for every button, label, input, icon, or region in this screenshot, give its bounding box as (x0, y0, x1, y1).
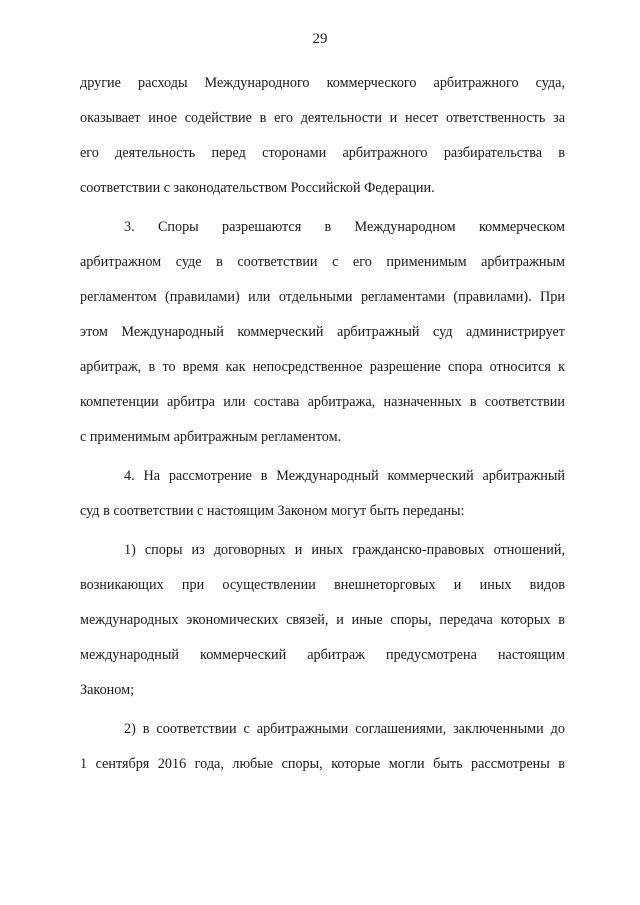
text-line: арбитражном суде в соответствии с его применимым арбитражным (80, 254, 565, 270)
text-line: 2) в соответствии с арбитражными соглашениями, заключенными до (124, 721, 565, 737)
text-line: компетенции арбитра или состава арбитража, назначенных в соответствии (80, 394, 565, 410)
text-line: с применимым арбитражным регламентом. (80, 429, 342, 445)
paragraph-4 (80, 459, 565, 529)
text-line: международный коммерческий арбитраж предусмотрена настоящим (80, 647, 565, 663)
document-body (80, 66, 565, 782)
page-number: 29 (312, 31, 328, 47)
text-line: 3. Споры разрешаются в Международном коммерческом (124, 219, 565, 235)
text-line: 1) споры из договорных и иных гражданско-правовых отношений, (124, 542, 565, 558)
text-line: суд в соответствии с настоящим Законом могут быть переданы: (80, 503, 465, 519)
paragraph-continuation (80, 66, 565, 206)
list-item-1 (80, 533, 565, 708)
text-line: Законом; (80, 682, 135, 698)
text-line: 4. На рассмотрение в Международный коммерческий арбитражный (124, 468, 565, 484)
text-line: арбитраж, в то время как непосредственное разрешение спора относится к (80, 359, 565, 375)
text-line: оказывает иное содействие в его деятельности и несет ответственность за (80, 110, 565, 126)
text-line: его деятельность перед сторонами арбитражного разбирательства в (80, 145, 565, 161)
text-line: соответствии с законодательством Российской Федерации. (80, 180, 435, 196)
text-line: этом Международный коммерческий арбитражный суд администрирует (80, 324, 565, 340)
text-line: регламентом (правилами) или отдельными регламентами (правилами). При (80, 289, 565, 305)
text-line: международных экономических связей, и иные споры, передача которых в (80, 612, 565, 628)
list-item-2 (80, 712, 565, 782)
paragraph-3 (80, 210, 565, 455)
text-line: другие расходы Международного коммерческого арбитражного суда, (80, 75, 565, 91)
text-line: возникающих при осуществлении внешнеторговых и иных видов (80, 577, 565, 593)
text-line: 1 сентября 2016 года, любые споры, которые могли быть рассмотрены в (80, 756, 565, 772)
